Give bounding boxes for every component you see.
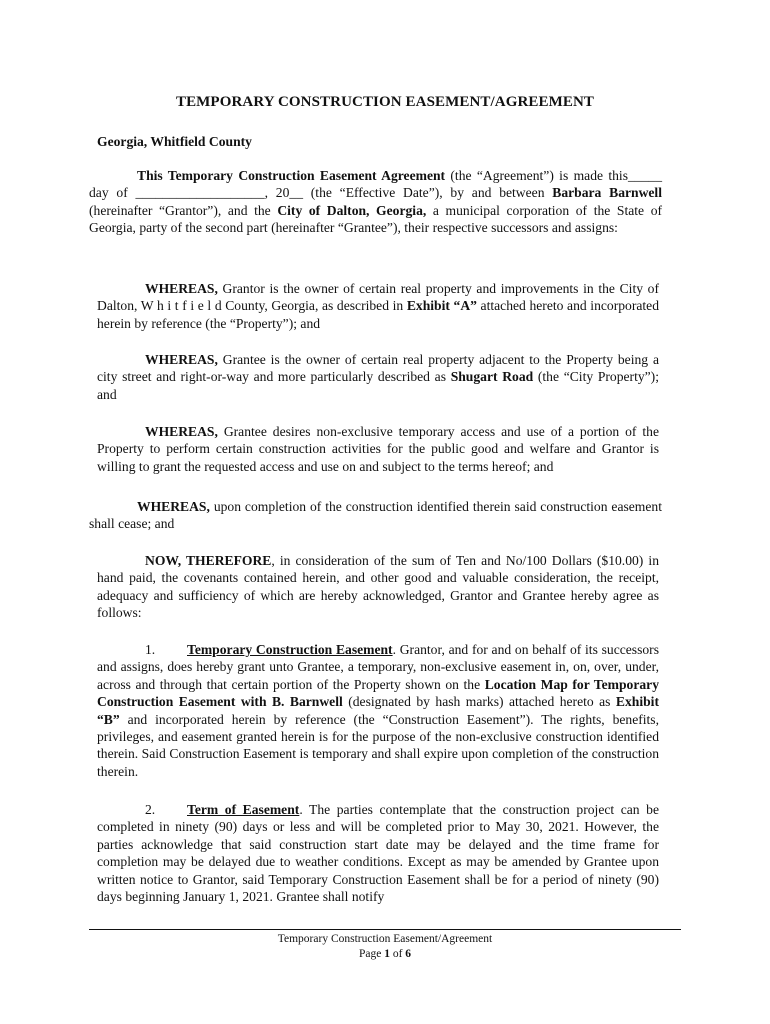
whereas-paragraph-4	[89, 498, 662, 533]
intro-text-3: a municipal corporation of the State of Georgia, party of the second part (hereinafter “Grantee”), their respective successors and assigns:	[89, 202, 663, 236]
section-2-heading: Term of Easement	[187, 802, 300, 817]
page-current: 1	[384, 948, 390, 960]
whereas-lead: WHEREAS,	[145, 352, 218, 367]
exhibit-a-reference: Exhibit “A”	[406, 298, 477, 314]
location-map-title: Location Map for Temporary Construction Easement with B. Barnwell	[97, 676, 659, 710]
section-1-text-2: (designated by hash marks) attached hereto as	[342, 694, 616, 710]
document-title: TEMPORARY CONSTRUCTION EASEMENT/AGREEMENT	[175, 94, 595, 110]
section-1-number: 1.	[145, 642, 156, 657]
section-1-heading: Temporary Construction Easement	[187, 642, 393, 657]
section-1-text-3: and incorporated herein by reference (the “Construction Easement”). The rights, benefits, privileges, and easement granted herein is for the purpose of the non-exclusive construction identified therein. Said Construction Easement is temporary and shall expire upon completion of the construction therein.	[97, 711, 659, 779]
section-2	[97, 801, 659, 905]
whereas-2-text-2: (the “City Property”); and	[97, 369, 659, 402]
exhibit-b-reference: Exhibit “B”	[97, 694, 659, 727]
section-1	[97, 641, 659, 780]
grantee-name: City of Dalton, Georgia,	[277, 202, 427, 218]
page-of-label: of	[389, 948, 406, 960]
whereas-4-text-1: upon completion of the construction identified therein said construction easement shall cease; and	[89, 499, 662, 532]
page-indicator	[0, 947, 770, 962]
therefore-lead: NOW, THEREFORE	[145, 553, 272, 568]
intro-text-2: (hereinafter “Grantor”), and the	[89, 202, 278, 218]
county-heading: Georgia, Whitfield County	[97, 134, 252, 149]
whereas-lead: WHEREAS,	[137, 499, 210, 514]
footer-divider	[89, 929, 681, 930]
whereas-2-text-1: Grantee is the owner of certain real property adjacent to the Property being a city street and right-or-way and more particularly described as	[97, 352, 659, 385]
whereas-lead: WHEREAS,	[145, 281, 218, 296]
section-2-number: 2.	[145, 802, 156, 817]
intro-text-1: (the “Agreement”) is made this_____ day of ___________________, 20__ (the “Effective Date”), by and between	[89, 168, 662, 201]
whereas-paragraph-2	[97, 351, 659, 403]
therefore-text: , in consideration of the sum of Ten and No/100 Dollars ($10.00) in hand paid, the covenants contained herein, and other good and valuable consideration, the receipt, adequacy and sufficiency of which are hereby acknowledged, Grantor and Grantee hereby agree as follows:	[97, 553, 659, 621]
whereas-paragraph-1	[97, 280, 659, 332]
page-footer	[0, 932, 770, 962]
whereas-1-text-2: attached hereto and incorporated herein by reference (the “Property”); and	[97, 298, 660, 331]
page-label: Page	[358, 948, 385, 960]
road-name: Shugart Road	[450, 369, 534, 385]
footer-document-name: Temporary Construction Easement/Agreement	[277, 933, 493, 945]
section-2-text-1: . The parties contemplate that the construction project can be completed in ninety (90) days or less and will be completed prior to May 30, 2021. However, the parties acknowledge that said construction start date may be delayed and the time frame for completion may be delayed due to weather conditions. Except as may be amended by Grantee upon written notice to Grantor, said Temporary Construction Easement shall be for a period of ninety (90) days beginning January 1, 2021. Grantee shall notify	[97, 802, 659, 905]
grantor-name: Barbara Barnwell	[552, 185, 662, 201]
whereas-1-text-1: Grantor is the owner of certain real property and improvements in the City of Dalton, W h i t f i e l d County, Georgia, as described in	[97, 281, 659, 314]
whereas-paragraph-3	[97, 423, 659, 475]
whereas-3-text-1: Grantee desires non-exclusive temporary access and use of a portion of the Property to perform certain construction activities for the public good and welfare and Grantor is willing to grant the requested access and use on and subject to the terms hereof; and	[97, 424, 659, 474]
intro-paragraph	[89, 167, 662, 237]
page-total: 6	[405, 948, 412, 960]
agreement-name: This Temporary Construction Easement Agreement	[137, 168, 446, 183]
section-1-text-1: . Grantor, and for and on behalf of its successors and assigns, does hereby grant unto Grantee, a temporary, non-exclusive easement in, on, over, under, across and through that certain portion of the Property shown on the	[97, 642, 660, 692]
therefore-paragraph	[97, 552, 659, 622]
whereas-lead: WHEREAS,	[145, 424, 218, 439]
